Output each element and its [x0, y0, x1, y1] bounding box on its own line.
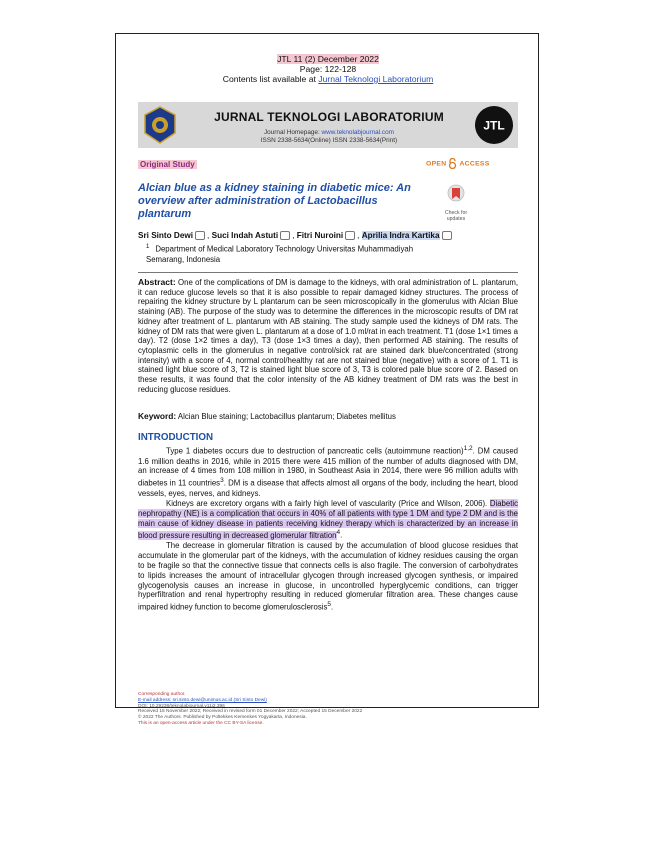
page-line: Page: 122-128: [299, 64, 357, 74]
contents-link[interactable]: Jurnal Teknologi Laboratorium: [318, 74, 434, 84]
check-updates-label: Check for updates: [444, 210, 468, 222]
abstract: [138, 278, 518, 394]
contents-line: [116, 74, 540, 84]
highlighted-text: Diabetic nephropathy (NE) is a complication that occurs in 40% of all patients with type 1 DM and type 2 DM and is the main cause of kidney disease in patients receiving kidney therapy which is characterized by an increase in blood pressure resulting in decreased glomerular filtration: [138, 498, 518, 541]
citation: 1,2: [463, 445, 473, 452]
orcid-icon[interactable]: [345, 231, 355, 240]
author-3: Fitri Nuroini: [296, 231, 344, 240]
footnotes: [138, 692, 518, 727]
volume-line: JTL 11 (2) December 2022: [277, 54, 379, 64]
author-separator: ,: [292, 231, 297, 240]
issn-line: ISSN 2338-5634(Online) ISSN 2338-5634(Print): [260, 136, 398, 144]
open-access-badge: [426, 158, 490, 169]
intro-text: . DM is a disease that affects almost all organs of the body, including the heart, blood vessels, eyes, nerves, and kidneys.: [138, 478, 518, 498]
intro-paragraph-2: [138, 499, 518, 541]
introduction-heading: INTRODUCTION: [138, 432, 214, 443]
intro-paragraph-3: [138, 541, 518, 613]
citation: 3: [220, 477, 224, 485]
author-separator: ,: [357, 231, 362, 240]
citation: 5: [327, 601, 332, 609]
author-list: [138, 231, 518, 241]
abstract-text-2: The purpose of the study was to determine the differences in the microscopic results of DM rat kidney after treatment of L. plantarum with AB staining. The study sample used the kidneys of DM rats. The kidney of DM rats that were given L. plantarum at a dose of 1.0 ml/rat in each treatment. T1 (dose 1×1 times a day). T2 (dose 1×2 times a day), T3 (dose 1×3 times a day), then performed AB staining. The results of cytoplasmic cells in the glomerulus in negative control/sick rat are stained dark blue/concentrated (strong intensity) with a score of 4, normal control/healthy rat are not stained blue (negative) with a score of 1. T1 is stained light blue score of 3, T2 is stained light blue score of 3, T3 is colored pale blue score of 2. Based on these results, it was found that the color intensity of the AB kidney treatment of DM rats was the best in reducing glucose residues.: [138, 307, 518, 394]
abstract-label: Abstract:: [138, 277, 176, 287]
doi[interactable]: DOI: 10.29238/teknolabjournal.v11i2.396: [138, 703, 225, 709]
homepage-link[interactable]: www.teknolabjournal.com: [321, 129, 395, 136]
keyword-text: Alcian Blue staining; Lactobacillus plantarum; Diabetes mellitus: [177, 412, 396, 421]
license[interactable]: This is an open-access article under the CC BY-SA license.: [138, 720, 264, 726]
intro-text: . DM caused 1.6 million deaths in 2016, while in 2015 there were 415 million of the number of adults diagnosed with DM, an increase of 4 times from 108 million in 1980, in Southeast Asia in 2014, there were 96 million adults with diabetes in 11 countries: [138, 446, 518, 488]
open-access-prefix: OPEN: [426, 160, 447, 168]
section-label: Original Study: [140, 160, 195, 169]
orcid-icon[interactable]: [442, 231, 452, 240]
homepage-prefix: Journal Homepage:: [263, 129, 320, 136]
abstract-text-1: One of the complications of DM is damage to the kidneys, with oral administration of L. plantarum, it can reduce glucose levels so that it is also possible to repair damaged kidney structures. The process of repairing the kidney structure by L plantarum can be seen microscopically in the glomerulus with Alcian Blue staining (AB).: [138, 278, 518, 317]
open-lock-icon: [448, 158, 457, 169]
corresponding-author: Corresponding author.: [138, 692, 186, 697]
orcid-icon[interactable]: [280, 231, 290, 240]
open-access-suffix: ACCESS: [459, 160, 490, 168]
intro-text: .: [331, 602, 334, 612]
paper-page: [115, 33, 539, 726]
article-title: Alcian blue as a kidney staining in diabetic mice: An overview after administration of Lactobacillus plantarum: [138, 182, 411, 220]
jtl-logo-text: JTL: [483, 118, 505, 133]
introduction-body: [138, 444, 518, 613]
keywords: [138, 411, 518, 422]
author-separator: ,: [207, 231, 212, 240]
keyword-label: Keyword:: [138, 411, 177, 421]
intro-paragraph-1: [138, 444, 518, 499]
author-email[interactable]: E-mail address: sri.sinto.dewi@unimus.ac.id (Sri Sinto Dewi): [138, 697, 267, 703]
intro-text: Type 1 diabetes occurs due to destruction of pancreatic cells (autoimmune reaction): [166, 446, 464, 456]
university-logo-icon: [142, 105, 178, 145]
affiliation-number: 1: [146, 244, 150, 250]
check-for-updates[interactable]: [442, 184, 470, 222]
copyright: © 2022 The Authors. Published by Poltekkes Kemenkes Yogyakarta, Indonesia.: [138, 715, 307, 721]
intro-text: The decrease in glomerular filtration is caused by the accumulation of blood glucose residues that accumulate in the glomerular part of the kidneys, with the accumulation of kidney residues causing the organ to be fragile so that the connective tissue that connects cells is also fragile. The conversion of carbohydrates to lipids increases the amount of intracellular glycogen through increased glycogen synthesis, or impaired glycogenolysis causes an increase in glucose, in uncontrolled hyperglycemic conditions, can trigger hyperfiltration and renal hypertrophy resulting in reduced glomerular filtration area. These changes cause impaired kidney function to become glomerulosclerosis: [138, 540, 518, 612]
author-4: Aprilia Indra Kartika: [361, 231, 440, 240]
contents-prefix: Contents list available at: [222, 74, 316, 84]
divider: [138, 272, 518, 273]
citation: 4: [336, 529, 341, 537]
orcid-icon[interactable]: [195, 231, 205, 240]
affiliation: [146, 242, 446, 265]
intro-text: Kidneys are excretory organs with a fairly high level of vascularity (Price and Wilson, 2006).: [166, 498, 490, 508]
author-2: Suci Indah Astuti: [211, 231, 279, 240]
intro-text: .: [340, 531, 343, 541]
author-1: Sri Sinto Dewi: [138, 231, 194, 240]
jtl-logo-icon: [474, 105, 514, 145]
journal-banner: [138, 102, 518, 148]
journal-meta: [116, 54, 540, 84]
received-dates: Received 15 November 2022; Received in revised form 01 December 2022; Accepted 15 December 2022: [138, 709, 363, 715]
check-updates-icon: [447, 184, 465, 204]
affiliation-text: Department of Medical Laboratory Technology Universitas Muhammadiyah Semarang, Indonesia: [146, 244, 414, 264]
journal-homepage: [194, 129, 464, 144]
journal-title: JURNAL TEKNOLOGI LABORATORIUM: [214, 110, 444, 124]
